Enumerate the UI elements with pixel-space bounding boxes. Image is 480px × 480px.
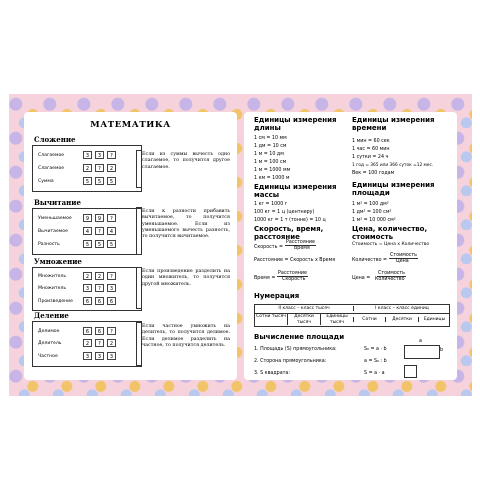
subtraction-table: Уменьшаемое 9 9 ? Вычитаемое 4 ? 4 Разность 5 5 5 bbox=[32, 208, 142, 255]
column-header: Сотни bbox=[353, 317, 385, 322]
length-line: 1 км = 1000 м bbox=[254, 176, 290, 181]
column-header: Десятки bbox=[385, 317, 418, 322]
area-calc-item: 2. Сторона прямоугольника: bbox=[254, 359, 327, 364]
class-thousands: II класс – класс тысяч bbox=[278, 306, 330, 311]
area-calc-item: 3. S квадрата: bbox=[254, 371, 290, 376]
time-line: 1 мин = 60 сек bbox=[352, 139, 390, 144]
division-rule: Если частное умножить на делитель, то получится делимое. Если делимое разделить на частное, то получится делитель. bbox=[142, 324, 230, 348]
square-diagram bbox=[404, 365, 417, 378]
time-heading: Единицы измерения времени bbox=[352, 116, 435, 132]
distance-formula: Расстояние = Скорость x Время bbox=[254, 258, 336, 263]
addition-heading: Сложение bbox=[34, 135, 76, 144]
rule-bracket bbox=[136, 322, 142, 366]
numeration-table bbox=[254, 304, 450, 327]
area-unit-line: 1 м² = 100 дм² bbox=[352, 202, 389, 207]
area-formula: S₀ = a · b bbox=[364, 347, 387, 352]
speed-heading: Скорость, время, расстояние bbox=[254, 225, 324, 241]
addition-table: Слагаемое 3 3 ? Слагаемое 2 ? 2 Сумма 5 5 5 bbox=[32, 145, 142, 192]
page-title: МАТЕМАТИКА bbox=[90, 120, 171, 130]
column-header: Единицы тысяч bbox=[320, 314, 353, 325]
price-formula-label: Цена = bbox=[352, 276, 371, 281]
time-formula-label: Время = bbox=[254, 276, 276, 281]
area-calc-item: 1. Площадь (S) прямоугольника: bbox=[254, 347, 337, 352]
speed-formula-label: Скорость = bbox=[254, 245, 283, 250]
area-unit-line: 1 дм² = 100 см² bbox=[352, 210, 392, 215]
length-line: 1 м = 10 дм bbox=[254, 152, 284, 157]
side-a-label: a bbox=[419, 339, 422, 344]
cost-formula: Стоимость = Цена x Количество bbox=[352, 242, 430, 247]
quantity-formula-label: Количество = bbox=[352, 258, 388, 263]
subtraction-heading: Вычитание bbox=[34, 198, 81, 207]
side-formula: a = S₀ : b bbox=[364, 359, 387, 364]
column-header: Десятки тысяч bbox=[287, 314, 320, 325]
area-units-heading: Единицы измерения площади bbox=[352, 181, 435, 197]
time-line: 1 сутки = 24 ч bbox=[352, 155, 389, 160]
length-line: 1 м = 1000 мм bbox=[254, 168, 291, 173]
mass-heading: Единицы измерения массы bbox=[254, 183, 337, 199]
time-line: Век = 100 годам bbox=[352, 171, 395, 176]
rule-bracket bbox=[136, 207, 142, 255]
length-line: 1 см = 10 мм bbox=[254, 136, 287, 141]
column-header: Сотни тысяч bbox=[256, 314, 286, 319]
mass-line: 100 кг = 1 ц (центнеру) bbox=[254, 210, 315, 215]
price-heading: Цена, количество, стоимость bbox=[352, 225, 428, 241]
mass-line: 1000 кг = 1 т (тонне) = 10 ц bbox=[254, 218, 326, 223]
multiplication-heading: Умножение bbox=[34, 257, 82, 266]
time-line: 1 час = 60 мин bbox=[352, 147, 390, 152]
length-heading: Единицы измерения длины bbox=[254, 116, 337, 132]
multiplication-rule: Если произведение разделить на один множитель, то получится другой множитель. bbox=[142, 269, 230, 287]
rectangle-diagram bbox=[404, 345, 440, 359]
addition-rule: Если из суммы вычесть одно слагаемое, то получится другое слагаемое. bbox=[142, 152, 230, 170]
length-line: 1 дм = 10 см bbox=[254, 144, 287, 149]
square-formula: S = a · a bbox=[364, 371, 385, 376]
class-units: I класс – класс единиц bbox=[353, 306, 450, 311]
rule-bracket bbox=[136, 150, 142, 188]
rule-bracket bbox=[136, 267, 142, 309]
side-b-label: b bbox=[440, 348, 444, 353]
subtraction-rule: Если к разности прибавить вычитаемое, то получится уменьшаемое. Если из уменьшаемого вычесть разность, то получится вычитаемое. bbox=[142, 209, 230, 240]
numeration-heading: Нумерация bbox=[254, 292, 300, 300]
area-calc-heading: Вычисление площади bbox=[254, 333, 345, 341]
column-header: Единицы bbox=[418, 317, 450, 322]
right-page: Единицы измерения длины 1 см = 10 мм 1 дм = 10 см 1 м = 10 дм 1 м = 100 см 1 м = 1000 мм 1 км = 1000 м Единицы измерения времени 1 мин = 60 сек 1 час = 60 мин 1 сутки = 24 ч 1 год = 365 или 366 суток =12 мес. Век = 100 годам Единицы измерения массы 1 кг = 1000 г 100 кг = 1 ц (центнеру) 1000 кг = 1 т (тонне) = 10 ц Единицы измерения площади 1 м² = 100 дм² 1 дм² = 100 см² 1 м² = 10 000 см² Скорость, время, расстояние Скорость = Расстояние Время Расстояние = Скорость x Время Время = Расстояние Скорость Цена, количество, стоимость Стоимость = Цена x Количество Количество = Стоимость Цена Цена = Стоимость Количество Нумерация II класс – класс тысяч I класс – класс единиц Сотни тысяч Десятки тысяч Единицы тысяч Сотни Десятки Единицы Вычисление площади 1. Площадь (S) прямоугольника: 2. Сторона прямоугольника: 3. S квадрата: S₀ = a · b a = S₀ : b S = a · a a b bbox=[244, 112, 457, 380]
length-line: 1 м = 100 см bbox=[254, 160, 287, 165]
multiplication-table: Множитель 2 2 ? Множитель 3 ? 3 Произведение 6 6 6 bbox=[32, 267, 142, 311]
time-line: 1 год = 365 или 366 суток =12 мес. bbox=[352, 163, 434, 168]
division-table: Делимое 6 6 ? Делитель 2 ? 2 Частное 3 3 3 bbox=[32, 321, 142, 367]
division-heading: Деление bbox=[34, 311, 69, 320]
left-page bbox=[24, 112, 237, 380]
mass-line: 1 кг = 1000 г bbox=[254, 202, 288, 207]
area-unit-line: 1 м² = 10 000 см² bbox=[352, 218, 396, 223]
